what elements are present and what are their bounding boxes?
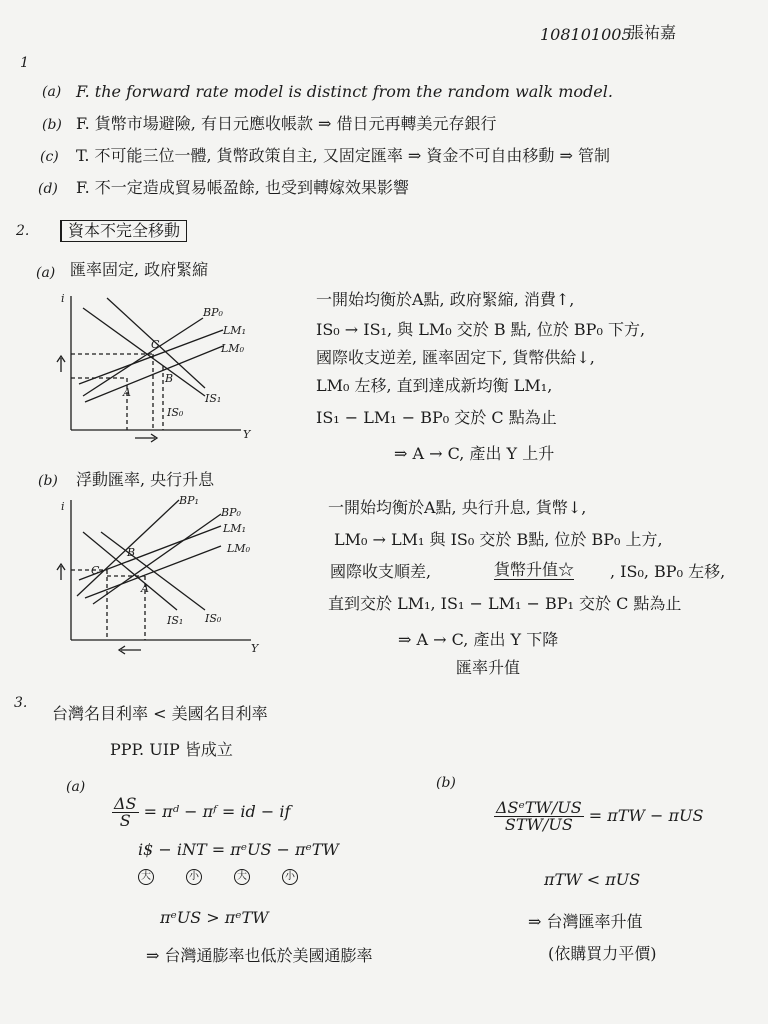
- q3-line-1: 台灣名目利率 < 美國名目利率: [52, 704, 268, 723]
- q3a-eq1-rhs: = πᵈ − πᶠ = id − if: [143, 802, 291, 821]
- graph-b-bp0-label: BP₀: [221, 506, 241, 519]
- graph-b: [55, 492, 275, 662]
- graph-a-point-a: A: [123, 386, 131, 399]
- graph-b-point-b: B: [127, 546, 136, 559]
- q1a-text: F. the forward rate model is distinct from the random walk model.: [76, 82, 613, 101]
- q3b-eq: [494, 800, 703, 833]
- graph-a-bp0-label: BP₀: [203, 306, 223, 319]
- graph-a-x-label: Y: [243, 428, 251, 441]
- q3b-eq-den: STW/US: [504, 815, 573, 834]
- graph-b-point-a: A: [141, 582, 149, 595]
- q3b-eq-num: ΔSᵉTW/US: [496, 798, 582, 817]
- graph-a-is1-label: IS₁: [205, 392, 222, 405]
- q2a-label: (a): [36, 265, 56, 281]
- q3-line-2: PPP. UIP 皆成立: [110, 740, 233, 759]
- q1d-label: (d): [38, 181, 58, 197]
- graph-b-x-label: Y: [251, 642, 259, 655]
- q3b-label: (b): [436, 775, 456, 791]
- q3b-conclusion: ⇒ 台灣匯率升值: [528, 912, 643, 931]
- graph-b-point-c: C: [91, 564, 100, 577]
- q2a-line-1: 一開始均衡於A點, 政府緊縮, 消費↑,: [316, 290, 575, 309]
- graph-a-bp0-line: [83, 318, 203, 396]
- q3a-circled-1: 大: [138, 869, 154, 885]
- q2a-line-3: 國際收支逆差, 匯率固定下, 貨幣供給↓,: [316, 348, 595, 367]
- q2b-line-3c: , IS₀, BP₀ 左移,: [610, 562, 726, 581]
- q3a-eq1-num: ΔS: [114, 794, 137, 813]
- graph-a-point-c: C: [151, 338, 160, 351]
- graph-a: [55, 288, 255, 448]
- q2b-line-2: LM₀ → LM₁ 與 IS₀ 交於 B點, 位於 BP₀ 上方,: [334, 530, 663, 549]
- q1-number: 1: [20, 55, 29, 71]
- q1a-label: (a): [42, 84, 62, 100]
- q3a-circled-4: 小: [282, 869, 298, 885]
- graph-b-y-label: i: [61, 500, 65, 513]
- q3-number: 3.: [14, 695, 28, 711]
- q3a-circled-row: [138, 866, 330, 885]
- graph-b-is0-label: IS₀: [205, 612, 222, 625]
- q3a-eq2: i$ − iNT = πᵉUS − πᵉTW: [138, 840, 339, 859]
- graph-b-is1-label: IS₁: [167, 614, 184, 627]
- q2b-result: ⇒ A → C, 產出 Y 下降: [398, 630, 559, 649]
- q2a-line-2: IS₀ → IS₁, 與 LM₀ 交於 B 點, 位於 BP₀ 下方,: [316, 320, 646, 339]
- q1c-label: (c): [40, 149, 59, 165]
- graph-b-bp0-line: [93, 514, 221, 604]
- q3a-circled-3: 大: [234, 869, 250, 885]
- q3a-label: (a): [66, 779, 86, 795]
- q2-number: 2.: [16, 223, 30, 239]
- q3b-ineq: πTW < πUS: [544, 870, 641, 889]
- graph-b-is0-line: [101, 532, 205, 610]
- graph-b-lm0-label: LM₀: [227, 542, 250, 555]
- student-name: 張祐嘉: [628, 23, 677, 42]
- q2b-result2: 匯率升值: [456, 658, 521, 677]
- q1d-text: F. 不一定造成貿易帳盈餘, 也受到轉嫁效果影響: [76, 178, 409, 197]
- q2a-line-4: LM₀ 左移, 直到達成新均衡 LM₁,: [316, 376, 553, 395]
- graph-a-is0-line: [83, 308, 205, 396]
- graph-a-is0-label: IS₀: [167, 406, 184, 419]
- q3a-eq1-fraction: [112, 796, 139, 829]
- graph-a-lm0-label: LM₀: [221, 342, 244, 355]
- q1b-text: F. 貨幣市場避險, 有日元應收帳款 ⇒ 借日元再轉美元存銀行: [76, 114, 497, 133]
- q2-boxed-title: 資本不完全移動: [60, 220, 187, 242]
- q3b-eq-rhs: = πTW − πUS: [588, 806, 704, 825]
- q2b-line-1: 一開始均衡於A點, 央行升息, 貨幣↓,: [328, 498, 587, 517]
- q1c-text: T. 不可能三位一體, 貨幣政策自主, 又固定匯率 ⇒ 資金不可自由移動 ⇒ 管制: [76, 146, 610, 165]
- graph-b-bp1-label: BP₁: [179, 494, 199, 507]
- q2b-line-4: 直到交於 LM₁, IS₁ − LM₁ − BP₁ 交於 C 點為止: [328, 594, 682, 613]
- student-id: 108101005: [540, 25, 632, 44]
- q3a-conclusion: ⇒ 台灣通膨率也低於美國通膨率: [146, 946, 373, 965]
- q3a-eq1: [112, 796, 290, 829]
- q3a-circled-2: 小: [186, 869, 202, 885]
- graph-a-point-b: B: [165, 372, 174, 385]
- q1b-label: (b): [42, 117, 62, 133]
- q2a-result: ⇒ A → C, 產出 Y 上升: [394, 444, 555, 463]
- graph-a-lm1-label: LM₁: [223, 324, 246, 337]
- q3b-eq-fraction: [494, 800, 584, 833]
- q2b-heading: 浮動匯率, 央行升息: [76, 470, 215, 489]
- graph-b-lm1-label: LM₁: [223, 522, 246, 535]
- q2b-line-3b-appreciation: 貨幣升值☆: [494, 560, 575, 579]
- q3b-note: (依購買力平價): [548, 944, 657, 963]
- graph-b-lm1-line: [79, 526, 221, 580]
- q2b-line-3a: 國際收支順差,: [330, 562, 432, 581]
- q2a-heading: 匯率固定, 政府緊縮: [70, 260, 209, 279]
- q3a-eq3: πᵉUS > πᵉTW: [160, 908, 269, 927]
- q2a-line-5: IS₁ − LM₁ − BP₀ 交於 C 點為止: [316, 408, 557, 427]
- graph-a-y-label: i: [61, 292, 65, 305]
- q2b-label: (b): [38, 473, 58, 489]
- q3a-eq1-den: S: [119, 811, 131, 830]
